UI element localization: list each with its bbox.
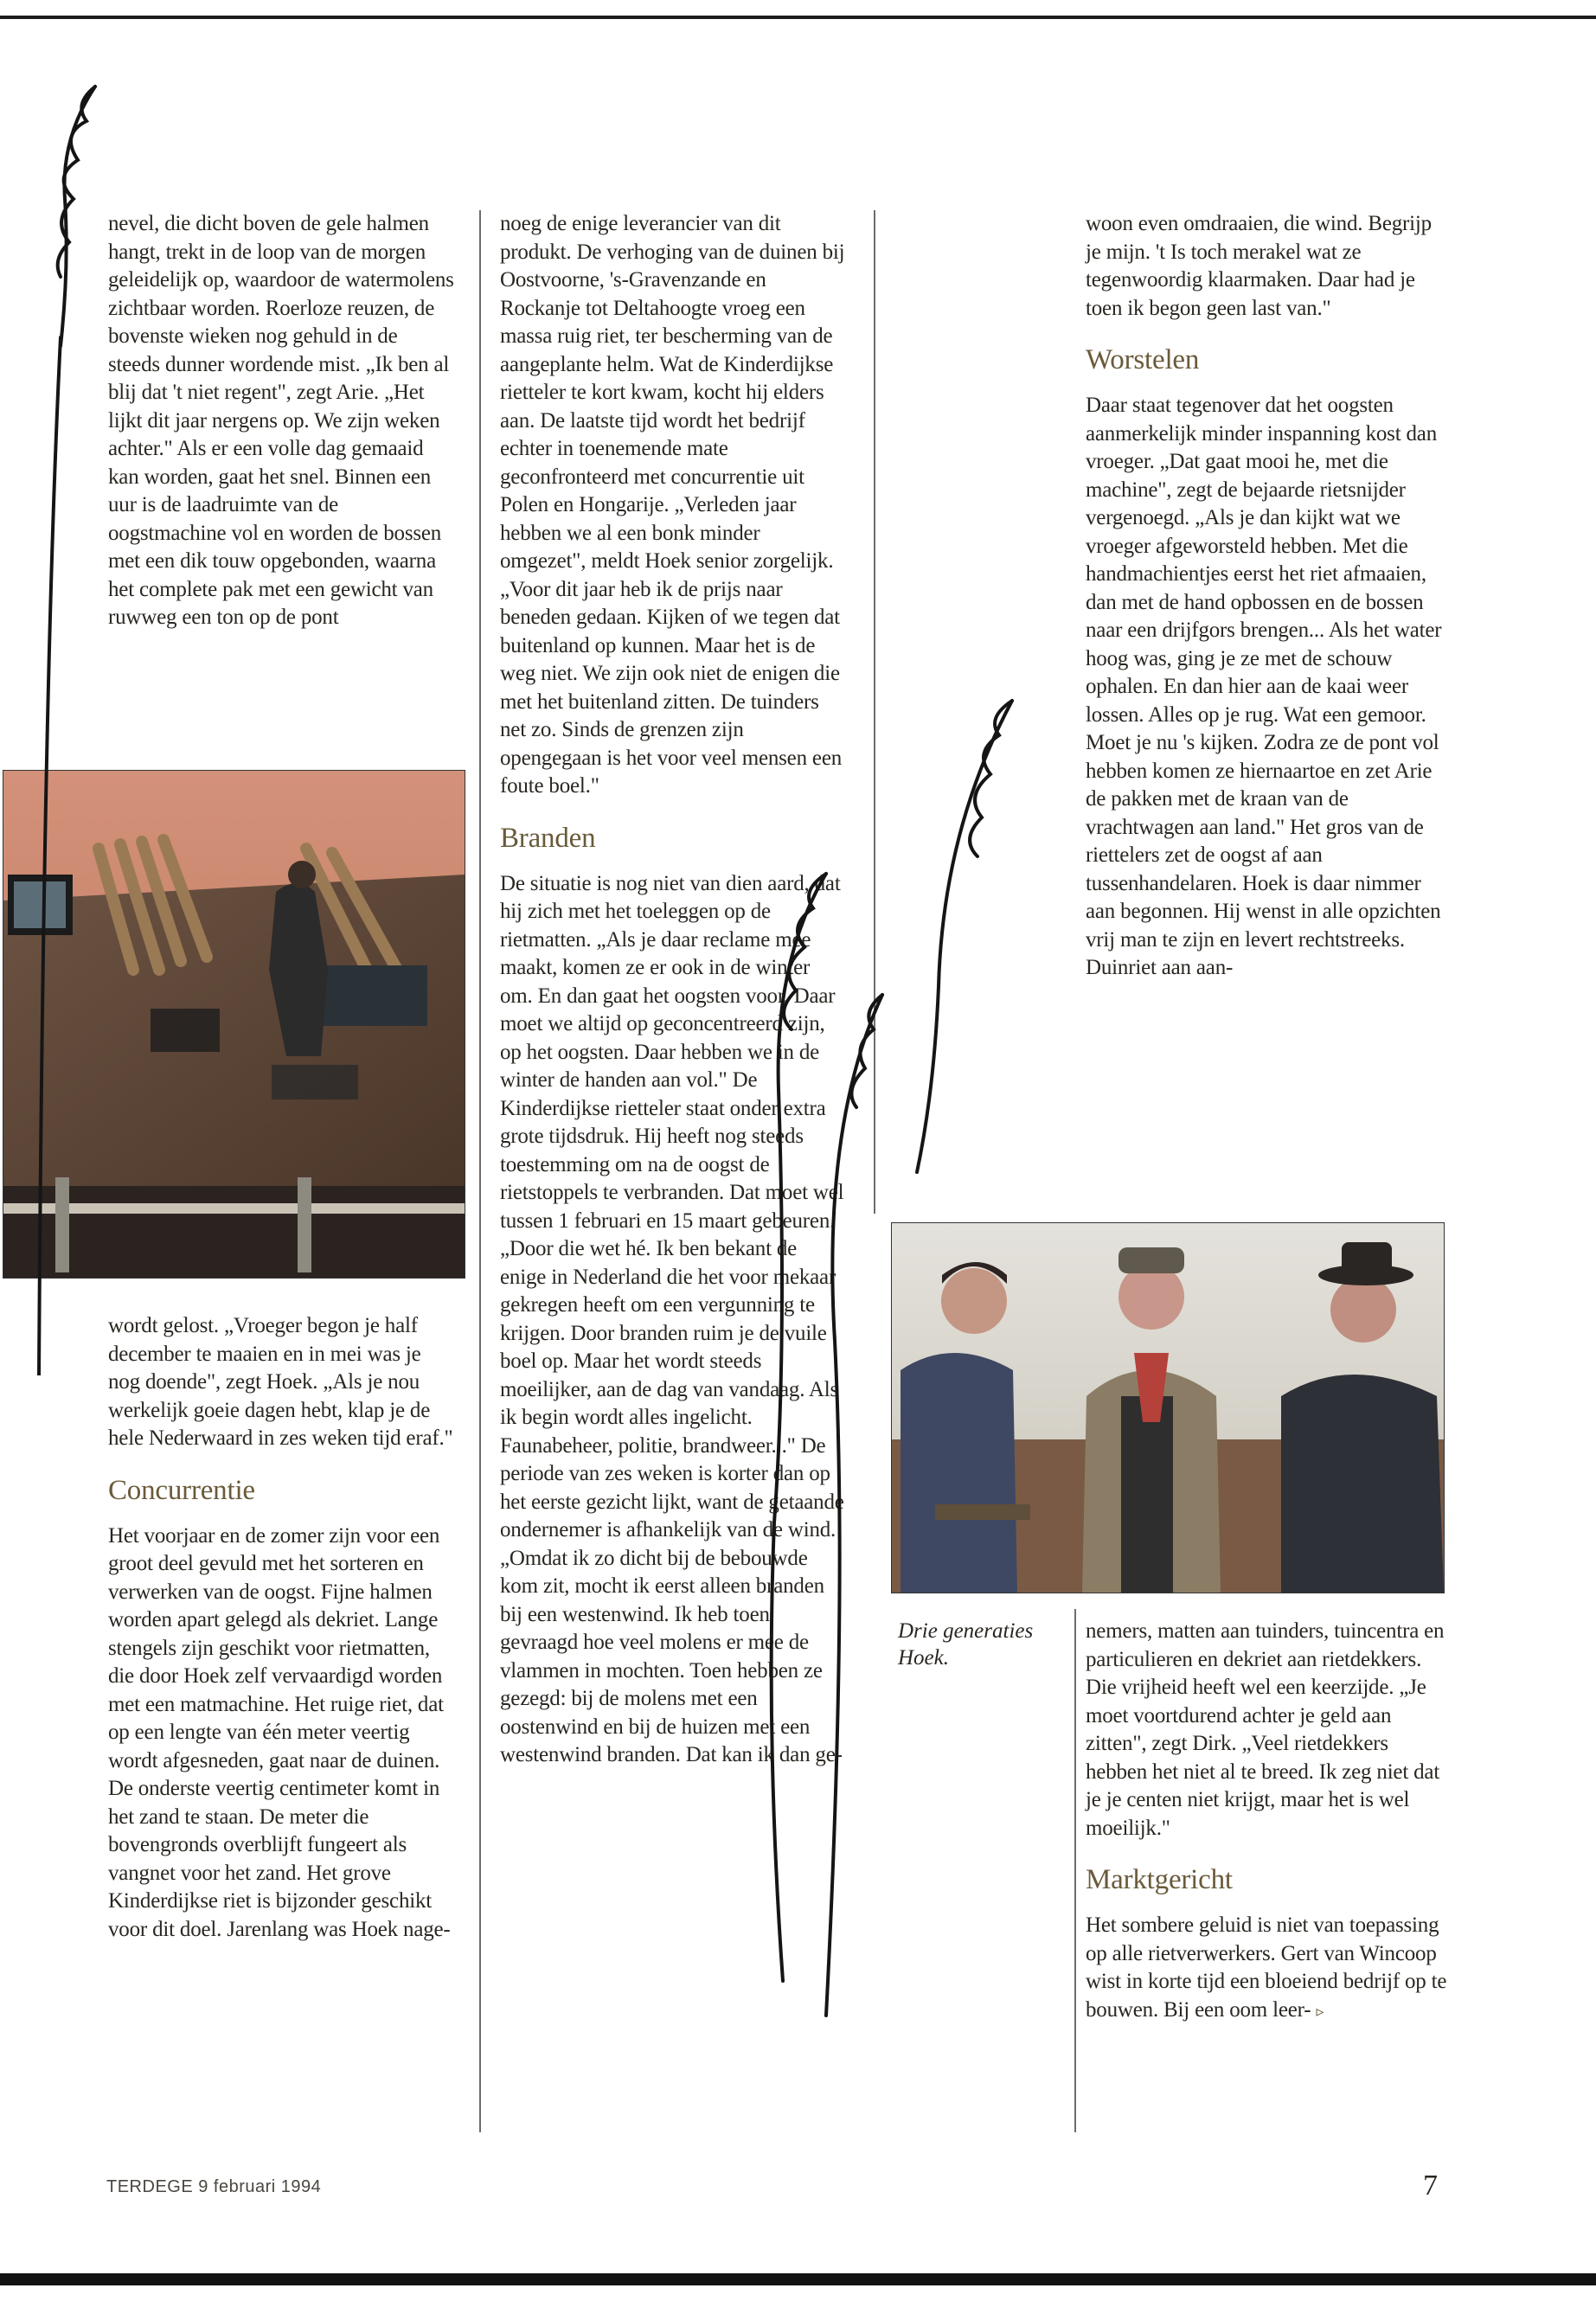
article-text: nemers, matten aan tuinders, tuincentra en particulieren en dekriet aan rietdekkers. Die vrijheid heeft wel een keerzijde. „Je moet voortdurend achter je geld aan zitten", zegt Dirk. „Veel rietdekkers hebben het niet al te breed. Ik zeg niet dat je je centen niet krijgt, maar het is wel moeilijk." (1086, 1619, 1445, 1840)
article-text: Daar staat tegenover dat het oogsten aanmerkelijk minder inspanning kost dan vroeger. „Dat gaat mooi he, met die machine", zegt de bejaarde rietsnijder vergenoegd. „Als je dan kijkt wat we vroeger afgeworsteld hebben. Met die handmachientjes eerst het riet afmaaien, dan met de hand opbossen en de bossen naar een drijfgors brengen... Als het water hoog was, ging je ze met de schouw ophalen. En dan hier aan de kaai weer lossen. Alles op je rug. Wat een gemoor. Moet je nu 's kijken. Zodra ze de pont vol hebben komen ze hiernaartoe en zet Arie de pakken met de kraan van de vrachtwagen aan land." Het gros van de riettelers zet de oogst af aan tussenhandelaren. Hoek is daar nimmer aan begonnen. Hij wenst in alle opzichten vrij man te zijn en levert rechtstreeks. Duinriet aan aan- (1086, 394, 1442, 979)
article-text: wordt gelost. „Vroeger begon je half december te maaien en in mei was je nog doende", zegt Hoek. „Als je nou werkelijk goeie dagen hebt, klap je de hele Nederwaard in zes weken tijd eraf." (108, 1314, 453, 1450)
section-heading-branden: Branden (500, 822, 596, 854)
reed-stalk-marker-icon (35, 78, 121, 1375)
reed-stalk-marker-icon (900, 692, 1021, 1176)
article-text: Het voorjaar en de zomer zijn voor een groot deel gevuld met het sorteren en verwerken van de oogst. Fijne halmen worden apart gelegd als dekriet. Lange stengels zijn geschikt voor rietmatten, die door Hoek zelf vervaardigd worden met een matmachine. Het ruige riet, dat op een lengte van één meter veertig wordt afgesneden, gaat naar de duinen. De onderste veertig centimeter komt in het zand te staan. De meter die bovengronds overblijft fungeert als vangnet voor het zand. Het grove Kinderdijkse riet is bijzonder geschikt voor dit doel. Jarenlang was Hoek nage- (108, 1523, 451, 1941)
article-text: noeg de enige leverancier van dit produkt. De verhoging van de duinen bij Oostvoorne, 's-Gravenzande en Rockanje tot Deltahoogte vroeg een massa ruig riet, ter bescherming van de aangeplante helm. Wat de Kinderdijkse rietteler te kort kwam, kocht hij elders aan. De laatste tijd wordt het bedrijf echter in toenemende mate geconfronteerd met concurrentie uit Polen en Hongarije. „Verleden jaar hebben we al een bonk minder omgezet", meldt Hoek senior zorgelijk. „Voor dit jaar heb ik de prijs naar beneden gedaan. Kijken of we tegen dat buitenland op kunnen. Maar het is de weg niet. We zijn ook niet de enigen die met het buitenland zitten. De tuinders net zo. Sinds de grenzen zijn opengegaan is het voor veel mensen een foute boel." (500, 212, 845, 798)
article-text: nevel, die dicht boven de gele halmen hangt, trekt in de loop van de morgen geleidelijk op, waardoor de watermolens zichtbaar worden. Roerloze reuzen, de bovenste wieken nog gehuld in de steeds dunner wordende mist. „Ik ben al blij dat 't niet regent", zegt Arie. „Het lijkt dit jaar nergens op. We zijn weken achter." Als er een volle dag gemaaid kan worden, gaat het snel. Binnen een uur is de laadruimte van de oogstmachine vol en worden de bossen met een dik touw opgebonden, waarna het complete pak met een gewicht van ruwweg een ton op de pont (108, 212, 454, 629)
section-heading-worstelen: Worstelen (1086, 344, 1200, 375)
article-text: De situatie is nog niet van dien aard, dat hij zich met het toeleggen op de rietmatten. „Als je daar reclame mee maakt, komen ze er ook in de winter om. En dan gaat het oogsten voor. Daar moet we altijd op geconcentreerd zijn, op het oogsten. Daar hebben we in de winter de handen aan vol." De Kinderdijkse rietteler staat onder extra grote tijdsdruk. Hij heeft nog steeds toestemming om na de oogst de rietstoppels te verbranden. Dat moet wel tussen 1 februari en 15 maart gebeuren. „Door die wet hé. Ik ben bekant de enige in Nederland die het voor mekaar gekregen heeft om een vergunning te krijgen. Door branden ruim je de vuile boel op. Maar het wordt steeds moeilijker, aan de dag van vandaag. Als ik begin wordt alles ingelicht. Faunabeheer, politie, brandweer..." De periode van zes weken is korter dan op het eerste gezicht lijkt, want de getaande ondernemer is afhankelijk van de wind. „Omdat ik zo dicht bij de bebouwde kom zit, mocht ik eerst alleen branden bij een westenwind. Ik heb toen gevraagd hoe veel molens er mee de vlammen in mochten. Toen hebben ze gezegd: bij de molens met een oostenwind en bij de huizen met een westenwind branden. Dat kan ik dan ge- (500, 871, 844, 1766)
section-heading-marktgericht: Marktgericht (1086, 1864, 1233, 1895)
article-text: Het sombere geluid is niet van toepassing op alle rietverwerkers. Gert van Wincoop wist in korte tijd een bloeiend bedrijf op te bouwen. Bij een oom leer- ▹ (1086, 1913, 1447, 2022)
column-3-bottom (1086, 1618, 1449, 2025)
continue-arrow-icon: ▹ (1316, 2002, 1324, 2020)
footer-publication: TERDEGE 9 februari 1994 (106, 2177, 322, 2196)
column-3-top (1086, 210, 1449, 983)
article-text: woon even omdraaien, die wind. Begrijp je mijn. 't Is toch merakel wat ze tegenwoordig klaarmaken. Daar had je toen ik begon geen last van." (1086, 212, 1432, 320)
bottom-rule (0, 2273, 1596, 2285)
reed-stalk-marker-icon (796, 986, 891, 2024)
column-divider (1074, 1609, 1076, 2132)
photo-caption: Drie generaties Hoek. (898, 1619, 1034, 1670)
column-1-bottom (108, 1312, 454, 1944)
column-1-top (108, 210, 454, 632)
section-heading-concurrentie: Concurrentie (108, 1474, 255, 1506)
column-divider (479, 210, 481, 2132)
page-number: 7 (1423, 2170, 1438, 2202)
top-rule (0, 16, 1596, 19)
three-generations-photo (891, 1222, 1445, 1593)
